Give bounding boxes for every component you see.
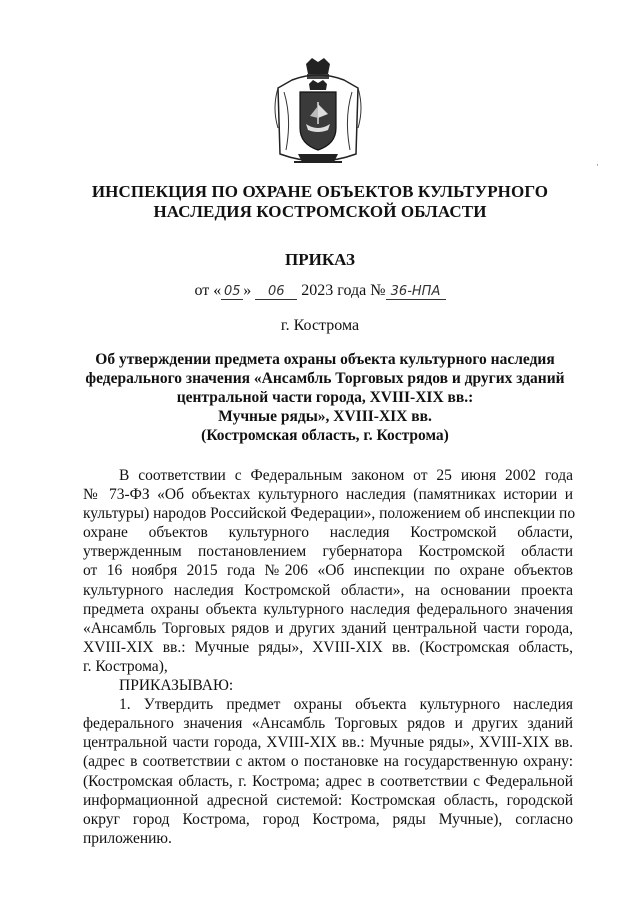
kostroma-coat-of-arms-icon — [272, 58, 364, 170]
document-type: ПРИКАЗ — [285, 250, 355, 269]
document-body — [83, 466, 576, 848]
body-line: округ город Кострома, город Кострома, ряды Мучные), согласно — [83, 810, 573, 828]
body-line: «Ансамбль Торговых рядов и других зданий центральной части города, — [83, 619, 573, 637]
organization-name — [60, 182, 580, 222]
handwritten-number: 36-НПА — [386, 285, 446, 300]
city: г. Кострома — [280, 317, 360, 334]
body-line: XVIII-XIX вв.: Мучные ряды», XVIII-XIX вв. (Костромская область, — [83, 638, 573, 656]
org-line: НАСЛЕДИЯ КОСТРОМСКОЙ ОБЛАСТИ — [153, 202, 487, 221]
org-line: ИНСПЕКЦИЯ ПО ОХРАНЕ ОБЪЕКТОВ КУЛЬТУРНОГО — [91, 182, 549, 201]
body-line: № 73-ФЗ «Об объектах культурного наследия (памятниках истории и — [83, 486, 573, 504]
handwritten-day: 05 — [221, 285, 243, 300]
body-line: от 16 ноября 2015 года №206 «Об инспекции по охране объектов — [83, 562, 573, 580]
decree-word: ПРИКАЗЫВАЮ: — [119, 677, 234, 695]
title-line: федерального значения «Ансамбль Торговых рядов и других зданий — [85, 370, 565, 387]
date-mid: » — [243, 282, 252, 299]
body-line: охране объектов культурного наследия Костромской области, — [83, 524, 573, 542]
preamble-paragraph — [83, 466, 576, 676]
body-line: В соответствии с Федеральным законом от 25 июня 2002 года — [119, 467, 573, 484]
title-line: Мучные ряды», XVIII-XIX вв. — [218, 408, 432, 425]
title-line: (Костромская область, г. Кострома) — [201, 427, 449, 444]
body-line: (Костромская область, г. Кострома; адрес в соответствии с Федеральной — [83, 772, 573, 790]
body-line: информационной адресной системой: Костромская область, городской — [83, 791, 573, 809]
body-line: центральной части города, XVIII-XIX вв.: Мучные ряды», XVIII-XIX вв. — [83, 734, 573, 752]
body-line: 1. Утвердить предмет охраны объекта культурного наследия — [119, 696, 573, 714]
date-prefix: от « — [194, 282, 222, 299]
body-line: предмета охраны объекта культурного наследия федерального значения — [83, 600, 573, 618]
body-line: (адрес в соответствии с актом о постановке на государственную охрану: — [83, 753, 573, 771]
order-date-number — [0, 282, 640, 300]
body-line: г. Кострома), — [83, 657, 168, 675]
title-line: центральной части города, XVIII-XIX вв.: — [176, 389, 474, 406]
document-title — [80, 350, 570, 445]
handwritten-month: 06 — [255, 285, 297, 300]
year-text: 2023 года № — [301, 282, 386, 299]
body-line: приложению. — [83, 829, 172, 847]
title-line: Об утверждении предмета охраны объекта культурного наследия — [95, 351, 555, 368]
body-line: утвержденным постановлением губернатора Костромской области — [83, 543, 573, 561]
body-line: федерального значения «Ансамбль Торговых рядов и других зданий — [83, 715, 573, 733]
item-1-paragraph — [83, 695, 573, 848]
scan-artifact: · — [596, 160, 599, 170]
body-line: культурного наследия Костромской области», на основании проекта — [83, 581, 573, 599]
body-line: культуры) народов Российской Федерации», положением об инспекции по — [83, 505, 576, 523]
